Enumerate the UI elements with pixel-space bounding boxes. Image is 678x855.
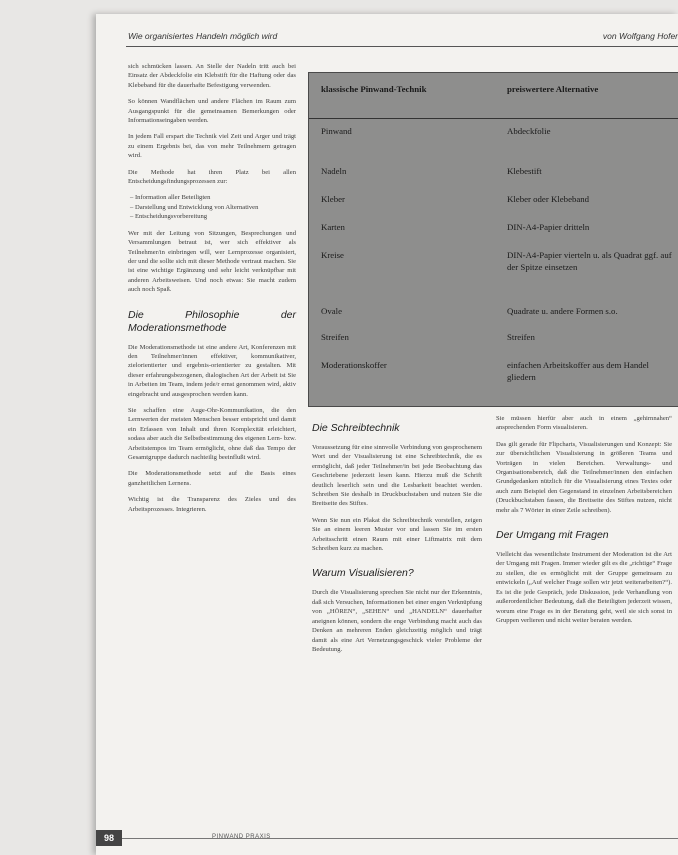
table-row (309, 299, 678, 325)
column-right (496, 414, 672, 632)
table-cell: Klebestift (507, 165, 542, 176)
page-number: 98 (96, 830, 122, 846)
table-cell: Ovale (321, 305, 343, 316)
table-cell: Kleber (321, 193, 345, 204)
table-cell: Streifen (321, 331, 349, 342)
table-header-row (309, 73, 678, 119)
paragraph: Durch die Visualisierung sprechen Sie nicht nur der Erkenntnis, daß sich Versuchen, Informationen bei einer engen Verknüpfung von „HÖREN“, „SEHEN“ und „HANDELN“ dauerhafter aneignen können, sondern die enge Verbindung macht auch das Denken an mehreren Enden gleichzeitig möglich und trägt damit als eine Art Vernetzungsgeschick vieler Probleme der Bedeutung. (312, 589, 482, 653)
header-rule (126, 46, 678, 47)
table-row (309, 325, 678, 353)
table-row (309, 243, 678, 299)
table-row (309, 187, 678, 215)
section-heading: Warum Visualisieren? (312, 567, 414, 580)
paragraph: In jedem Fall erspart die Technik viel Zeit und Arger und trägt zu einem Ergebnis bei, das von mehr Teilnehmern getragen wird. (128, 133, 296, 160)
paragraph: Wenn Sie nun ein Plakat die Schreibtechnik vorstellen, zeigen Sie an einem leeren Muster vor und lassen Sie im ersten Arbeitsschritt einen Raum mit einer Liftmatrix mit dem Schreiben kurz zu machen. (312, 516, 482, 553)
running-header-author: von Wolfgang Hofer (602, 31, 678, 41)
paragraph: Das gilt gerade für Flipcharts, Visualisierungen und Konzept: Sie zur übersichtlichen Visualisierung in größeren Teams und Vorträgen in vielen Bereichen. Verwaltungs- und Organisationsbereich, daß die Teilnehmer/innen den einfachen Grundgedanken nützlich für die Visualisierung eines Textes oder auch zum Beispiel den Gegenstand in einzelnen Arbeitsbereichen (Druckbuchstaben fassen, die Breitseite des Stiftes nutzen, nicht mehr als 7 Wörter in einer Zeile schreiben). (496, 440, 672, 514)
table-cell: DIN-A4-Papier vierteln u. als Quadrat ggf. auf der Spitze einsetzen (507, 249, 672, 272)
paragraph: Wichtig ist die Transparenz des Zieles und des Arbeitsprozesses. Integrieren. (128, 496, 296, 513)
table-cell: einfachen Arbeitskoffer aus dem Handel gliedern (507, 359, 649, 382)
comparison-table (308, 72, 678, 407)
table-cell: Pinwand (321, 126, 352, 136)
section-heading: Der Umgang mit Fragen (496, 529, 609, 542)
table-row (309, 159, 678, 187)
table-row (309, 353, 678, 393)
paragraph: So können Wandflächen und andere Flächen im Raum zum Ausgangspunkt für die gemeinsamen Bemerkungen oder Informationseingaben werden. (128, 98, 296, 125)
table-row (309, 215, 678, 243)
paragraph: Sie müssen hierfür aber auch in einem „gehirnnahen“ ansprechenden Form visualisieren. (496, 415, 672, 432)
list-item: – Entscheidungsvorbereitung (137, 212, 296, 221)
table-cell: Nadeln (321, 165, 347, 176)
paragraph: Wer mit der Leitung von Sitzungen, Besprechungen und Versammlungen betraut ist, wer sich effektiver als Teilnehmer/in einbringen will, wer Lernprozesse organisiert, der und die sollte sich mit dieser Methode vertraut machen. Sie ist eine wichtige Ergänzung und sehr leicht verknüpfbar mit anderen Arbeitsweisen. Und noch etwas: Sie macht zudem auch noch Spaß. (128, 229, 296, 294)
footer-rule (122, 838, 678, 839)
table-cell: DIN-A4-Papier dritteln (507, 221, 590, 232)
running-header-title: Wie organisiertes Handeln möglich wird (128, 31, 278, 41)
list-item: – Darstellung und Entwicklung von Alternativen (137, 203, 296, 212)
paragraph: Die Moderationsmethode setzt auf die Basis eines ganzheitlichen Lernens. (128, 470, 296, 487)
paragraph: Vielleicht das wesentlichste Instrument der Moderation ist die Art der Umgang mit Fragen. Immer wieder gilt es die „richtige“ Frage zu stellen, die es ermöglicht mit der Gruppe gemeinsam zu entwickeln („Auf welcher Frage sollen wir jetzt weiterarbeiten?“). Es ist die jede Gespräch, jede Diskussion, jede Verhandlung von außerordentlicher Bedeutung, daß die Beteiligten jederzeit wissen, worum eine Frage es in der Beratung geht, weil sie sich sonst in Gruppen verlieren und nicht weiter beraten werden. (496, 551, 672, 624)
table-cell: Kleber oder Klebeband (507, 193, 590, 204)
paragraph: Voraussetzung für eine sinnvolle Verbindung von gesprochenem Wort und der Visualisierung ist eine Schreibtechnik, die es ermöglicht, daß jeder Teilnehmer/in bei jede Beobachtung das Geschriebene jederzeit lesen kann. Hierzu muß die Schrift deutlich leserlich sein und die Lesbarkeit beachtet werden. Schreiben Sie deshalb in Druckbuchstaben und nutzen Sie die Breitseite des Stiftes. (312, 444, 482, 508)
footer-title: PINWAND PRAXIS (212, 834, 271, 840)
section-heading: Die Schreibtechnik (312, 422, 400, 434)
list-item: – Information aller Beteiligten (137, 193, 296, 202)
document-page (96, 14, 678, 855)
table-cell: Kreise (321, 249, 344, 260)
table-cell: Quadrate u. andere Formen s.o. (507, 305, 618, 316)
table-cell: Moderationskoffer (321, 359, 387, 370)
paragraph: Die Methode hat ihren Platz bei allen Entscheidungsfindungsprozessen zur: (128, 168, 296, 186)
section-heading: Die Philosophie der Moderationsmethode (128, 308, 296, 334)
table-cell: Streifen (507, 331, 535, 342)
column-left (128, 62, 296, 521)
column-middle (312, 414, 482, 661)
paragraph: Die Moderationsmethode ist eine andere Art, Konferenzen mit den Teilnehmer/innen effektiver, kommunikativer, zielorientierter und ergebnis-orientierter zu gestalten. Mit dieser erfahrungsbezogenen, dialogischen Art der Arbeit ist Sie in Arbeiten im Team, indem jede/r ernst genommen wird, aktiv eingebracht und ausgesprochen werden kann. (128, 343, 296, 398)
paragraph: Sie schaffen eine Auge-Ohr-Kommunikation, die den Lernwerten der meisten Menschen besser entspricht und damit ein Erfassen von Inhalt und ihren Komplexität erleichtert, sodass aber auch die Selbstbestimmung des eigenen Lern- bzw. Arbeitstempos im Team ermöglicht, ohne daß das Tempo der Gesamtgruppe dadurch nachteilig beeinflußt wird. (128, 406, 296, 461)
table-header-classic: klassische Pinwand-Technik (309, 73, 495, 119)
table-cell: Karten (321, 221, 345, 232)
table-row (309, 119, 678, 159)
table-header-alternative: preiswertere Alternative (495, 73, 678, 119)
paragraph: sich schmücken lassen. An Stelle der Nadeln tritt auch bei Einsatz der Abdeckfolie ein Klebstift für die Haftung oder das Klebeband für die dauerhafte Befestigung verwenden. (128, 63, 296, 89)
bullet-list (128, 193, 296, 221)
table-cell: Abdeckfolie (507, 126, 551, 136)
